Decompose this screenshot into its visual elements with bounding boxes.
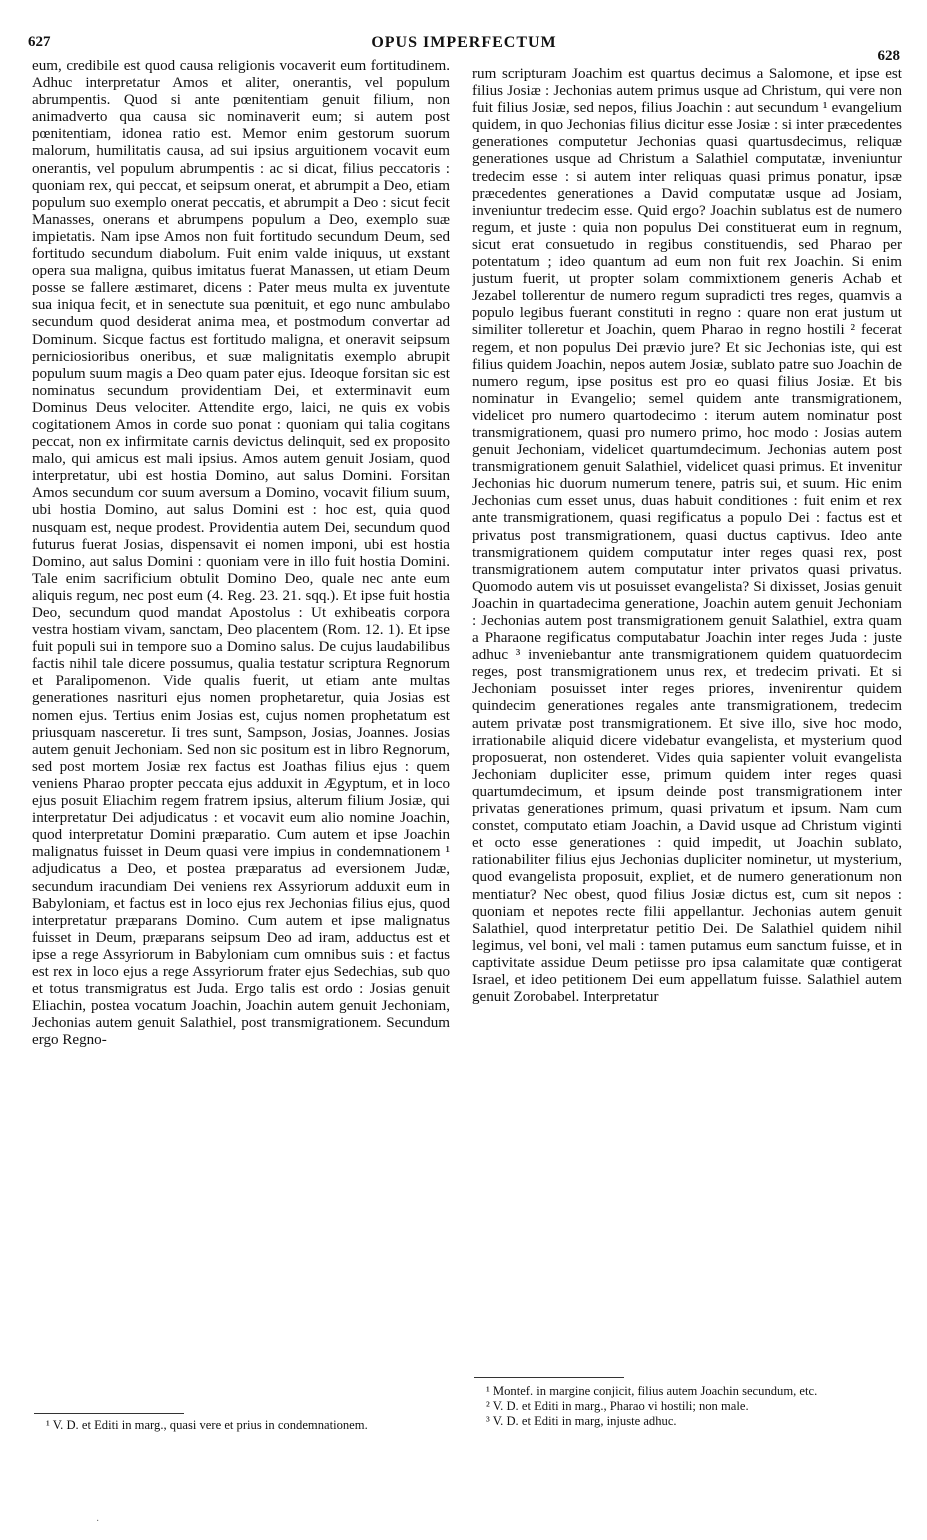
page-header (28, 34, 900, 64)
page-number-left: 627 (28, 34, 51, 50)
left-column-text: eum, credibile est quod causa religionis vocaverit eum fortitudinem. Adhuc interpretatur Amos et aliter, onerantis, vel populum abrumpentis. Quod si ante pœnitentiam genuit filium, non animadverto qua causa sic nominaverit eum; si autem post pœnitentiam, idonea ratio est. Memor enim gestorum suorum malorum, humilitatis causa, ad sui ipsius arguitionem vocavit eum onerantis, vel populum abrumpentis : ac si dicat, filius peccatoris : quoniam rex, qui peccat, et seipsum onerat, et abrumpit a Deo, etiam populum suo exemplo onerat peccatis, et abrumpit a Deo : sicut fecit Manasses, onerans et abrumpens populum a Deo, exemplo suæ impietatis. Nam ipse Amos non fuit fortitudo secundum Deum, sed fortitudo secundum diabolum. Fuit enim valde iniquus, ut exstant opera sua maligna, quibus imitatus fuerat Manassen, ut etiam Deum posse se fallere æstimaret, dicens : Pater meus multa ex juventute sua iniqua fecit, et in senectute sua pœnituit, et ego nunc ambulabo secundum quod desiderat anima mea, et postmodum convertar ad Dominum. Sicque factus est fortitudo maligna, et oneravit seipsum perniciosioribus oneribus, et suæ malignitatis exemplo abrupit populum suum magis a Deo quam pater ejus. Ideoque forsitan sic est nominatus secundum providentiam Dei, et exterminavit eum Dominus Deus velociter. Attendite ergo, laici, ne quis ex vobis cogitationem Amos in corde suo ponat : quoniam qui talia cogitans peccat, non ex infirmitate carnis devictus delinquit, sed ex proposito malo, qui amicus est mali ipsius. Amos autem genuit Josiam, quod interpretatur, ubi est hostia Domino, aut salus Domini. Forsitan Amos secundum cor suum aversum a Domino, vocavit filium suum, ubi hostia Domino, aut salus Domini est : hoc est, quia quod nusquam est, neque prodest. Providentia autem Dei, secundum quod futurus fuerat Josias, dispensavit ei nomen imponi, ubi est hostia Domino, aut salus Domini : quoniam vere in illo fuit hostia Domini. Tale enim sacrificium obtulit Domino Deo, quale nec ante eum aliquis regum, nec post eum (4. Reg. 23. 21. sqq.). Et ipse fuit hostia Deo, secundum quod mandat Apostolus : Ut exhibeatis corpora vestra hostiam vivam, sanctam, Deo placentem (Rom. 12. 1). Et ipse fuit populi sui in tempore suo a Domino salus. De cujus laudabilibus factis nihil tale dicere possumus, qualia testatur scriptura Regnorum et Paralipomenon. Vide qualis fuerit, ut etiam ante multas generationes nasrituri ejus nomen prophetaretur, quia Josias est nomen ejus. Tertius enim Josias est, cujus nomen prophetatum est priusquam nasceretur. Ii tres sunt, Sampson, Josias, Joannes. Josias autem genuit Jechoniam. Sed non sic positum est in libro Regnorum, sed post mortem Josiæ rex factus est Joathas filius ejus : quem veniens Pharao propter peccata ejus adduxit in Ægyptum, et in loco ejus posuit Eliachim regem fratrem ipsius, alterum filium Josiæ, qui interpretatur Dei adjudicatus : et vocavit eum alio nomine Joachin, quod interpretatur Domini præparatio. Cum autem et ipse Joachin malignatus fuisset in Deum quasi vere impius in condemnationem ¹ adjudicatus a Deo, et postea præparatus ad eversionem Judæ, secundum iracundiam Dei veniens rex Assyriorum adduxit eum in Babyloniam, et factus est in loco ejus rex Jechonias filius ejus, quod interpretatur præparans Domino. Cum autem et ipse malignatus fuisset in Deum, præparans seipsum Deo ad iram, adductus est et ipse a rege Assyriorum in Babyloniam cum omnibus suis : et factus est rex in loco ejus a rege Assyriorum frater ejus Sedechias, sub quo et totus transmigratus est Juda. Ergo talis est ordo : Josias genuit Eliachin, postea vocatum Joachin, Joachin autem genuit Jechoniam, Jechonias autem genuit Salathiel, post transmigrationem. Secundum ergo Regno- (32, 58, 450, 1049)
ink-speck: · (96, 1516, 100, 1527)
footnote: ¹ V. D. et Editi in marg., quasi vere et prius in condemnationem. (46, 1418, 368, 1432)
footnote-rule-right (474, 1377, 624, 1378)
footnotes-right (472, 1384, 902, 1429)
left-column (32, 58, 450, 1411)
page-number-right: 628 (877, 48, 900, 64)
right-column-text: rum scripturam Joachim est quartus decimus a Salomone, et ipse est filius Josiæ : Jechonias autem primus usque ad Christum, qui vere non fuit filius Josiæ, sed nepos, filius Joachin : aut secundum ¹ evangelium quidem, in quo Jechonias filius dicitur esse Josiæ : si inter præcedentes generationes computetur Jechonias quasi quartusdecimus, reliquæ generationes usque ad Christum a Salathiel computatæ, inveniuntur tredecim esse : si autem inter reliquas quasi primus ponatur, ipsæ præcedentes generationes a David computatæ usque ad Josiam, inveniuntur tredecim esse. Quid ergo? Joachin sublatus est de numero regum, et juste : quia non populus Dei constituerat eum in regnum, sicut erat consuetudo in regibus constituendis, sed Pharao per potentatum ; ideo quantum ad eum non fuit rex Joachin. Si enim justum fuerit, ut propter solam commixtionem generis Achab et Jezabel tollerentur de numero regum supradicti tres reges, quamvis a populo legibus fuerant constituti in regno : quare non erat justum ut similiter tolleretur et Joachin, quem Pharao in regno hostili ² fecerat regem, et non populus Dei prævio jure? Et sic Jechonias iste, qui est filius quidem Joachin, nepos autem Josiæ, sublato patre suo Joachin de numero regum, ipse positus est pro eo quasi filius Josiæ. Et bis nominatur in Evangelio; semel quidem ante transmigrationem, videlicet pro numero quartodecimo : iterum autem nominatur post transmigrationem, quasi pro numero primo, hoc modo : Josias autem genuit Jechoniam, videlicet quartumdecimum. Jechonias autem post transmigrationem genuit Salathiel, videlicet quasi primus. Et invenitur Jechonias hic duorum numerum tenere, patris sui, et suum. Hic enim Jechonias cum esset unus, duas habuit conditiones : fuit enim et rex ante transmigrationem, quasi regificatus a populo Dei : factus est et privatus post transmigrationem, quasi ductus captivus. Ideo ante transmigrationem quidem computatur inter reges quasi rex, post transmigrationem autem computatur inter privatos quasi privatus. Quomodo autem vis ut posuisset evangelista? Si dixisset, Josias genuit Joachin in quartadecima generatione, Joachin autem genuit Jechoniam : Jechonias autem post transmigrationem genuit Salathiel, extra quam a Pharaone regificatus computabatur Joachin inter reges Juda : juste adhuc ³ inveniebantur ante transmigrationem quidem quatuordecim reges, post transmigrationem unus rex, et tredecim privati. Et si Jechoniam posuisset inter reges priores, invenirentur quidem quindecim generationes regales ante transmigrationem, tredecim autem privatæ post transmigrationem. Et sive illo, sive hoc modo, irrationabile aliquid dicere videbatur evangelista, et mysterium quod proposuerat, non ostenderet. Vides quia sapienter voluit evangelista Jechoniam dupliciter esse, primum quidem inter reges quasi quartumdecimum, et ipsum deinde post transmigrationem inter privatas generationes primum, quasi privatum et ipsum. Nam cum constet, computato etiam Joachin, a David usque ad Christum viginti et octo esse generationes : quid impedit, ut Joachin sublato, rationabiliter filius ejus Jechonias dupliciter nominetur, ut mysterium, quod evangelista proposuit, expliet, et de numero generationum non mentiatur? Nec obest, quod filius Josiæ dictus est, cum sit nepos : quoniam et nepotes recte filii appellantur. Jechonias autem genuit Salathiel, quod interpretatur petitio Dei. De Salathiel quidem nihil legimus, vel boni, vel mali : tamen putamus eum sanctum fuisse, et in captivitate assidue Deum petiisse pro ipsa calamitate quæ contigerat Israel, et ideo petitionem Dei eum appellatum fuisse. Salathiel autem genuit Zorobabel. Interpretatur (472, 66, 902, 1006)
right-column (472, 66, 902, 1374)
footnote-rule-left (34, 1413, 184, 1414)
footnote: ³ V. D. et Editi in marg, injuste adhuc. (486, 1414, 677, 1428)
footnote: ¹ Montef. in margine conjicit, filius autem Joachin secundum, etc. (486, 1384, 818, 1398)
footnotes-left (32, 1418, 450, 1433)
running-title: OPUS IMPERFECTUM (371, 34, 557, 51)
footnote: ² V. D. et Editi in marg., Pharao vi hostili; non male. (486, 1399, 749, 1413)
